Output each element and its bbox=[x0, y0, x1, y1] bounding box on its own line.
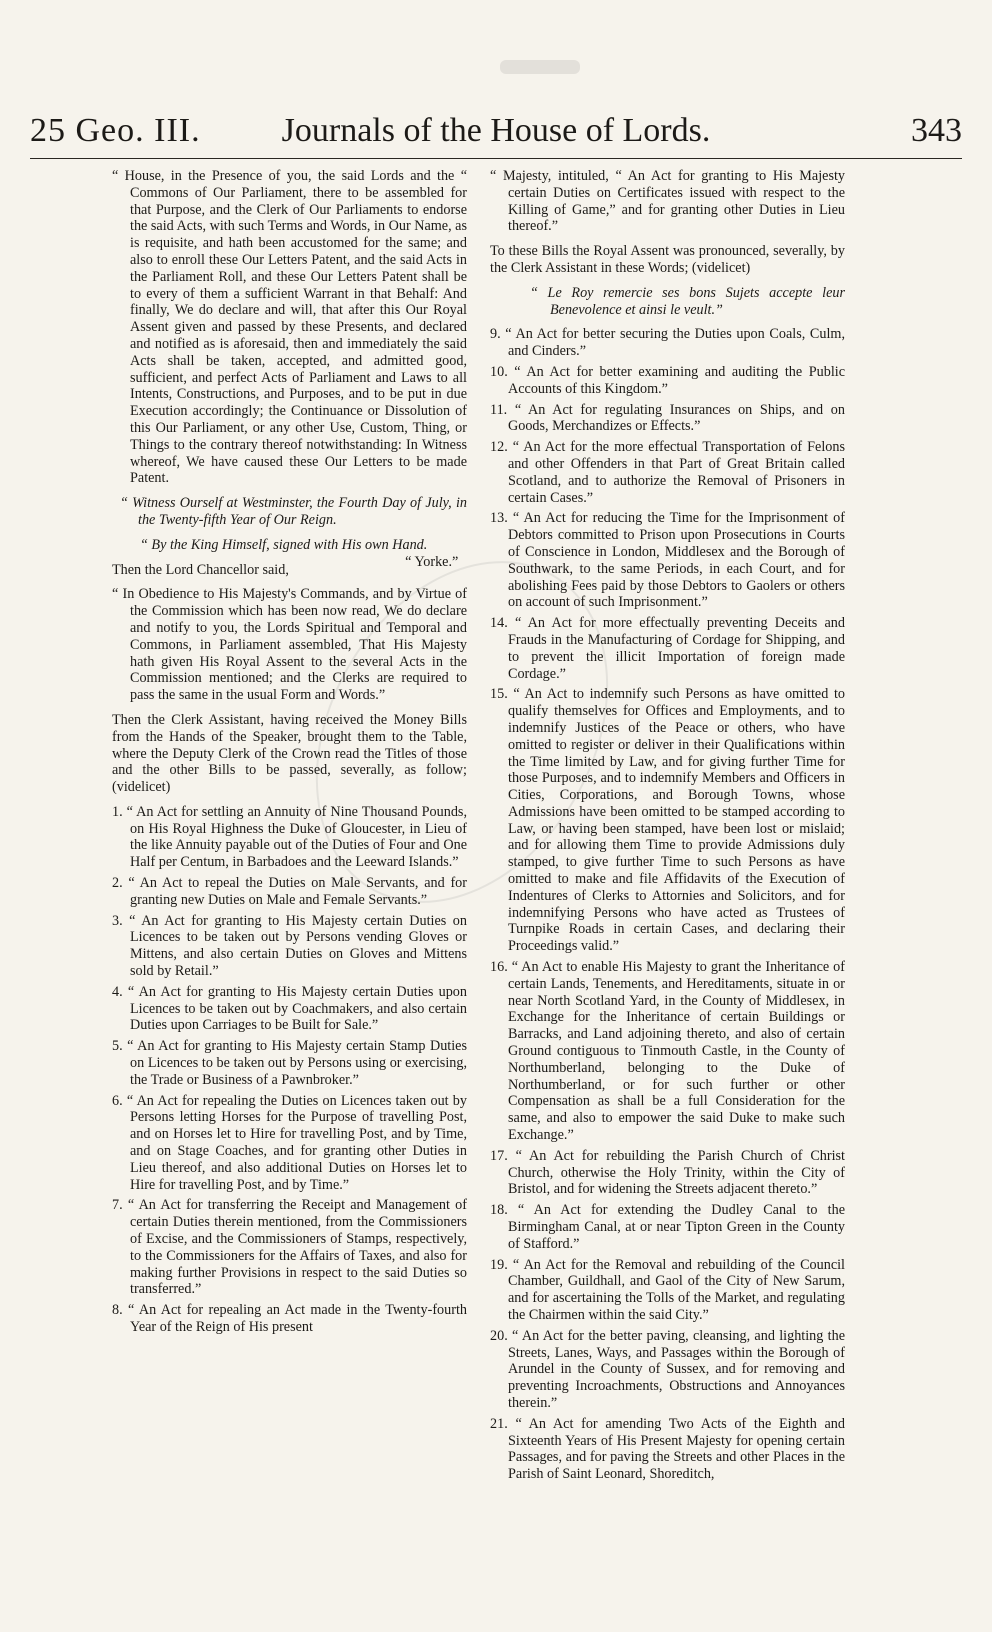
paragraph-text: 15. “ An Act to indemnify such Persons as have omitted to qualify themselves for Offices and Employments, and to indemnify Justices of the Peace or others, who have omitted to register or deliver in their Qualifications within the Time limited by Law, and for giving further Time for those Purposes, and to indemnify Members and Officers in Cities, Corporations, and Borough Towns, whose Admissions have been omitted to be stamped according to Law, or having been stamped, have been lost or mislaid; and for allowing them Time to provide Admissions duly stamped, to give further Time to such Persons as have omitted to make and file Affidavits of the Execution of Indentures of Clerks to Attornies and Solicitors, and for indemnifying Persons who have acted as Trustees of Turnpike Roads in certain Cases, and declaring their Proceedings valid.” bbox=[490, 686, 845, 955]
ink-smudge bbox=[500, 60, 580, 74]
paragraph-text: “ Le Roy remercie ses bons Sujets accepte leur Benevolence et ainsi le veult.” bbox=[530, 284, 845, 318]
act-title-item bbox=[490, 510, 845, 611]
paragraph-text: 7. “ An Act for transferring the Receipt and Management of certain Duties therein mentioned, from the Commissioners of Excise, and the Commissioners of Stamps, respectively, to the Commissioners for the Affairs of Taxes, and also for making further Provisions in respect to the said Duties so transferred.” bbox=[112, 1197, 467, 1298]
paragraph-text: 16. “ An Act to enable His Majesty to grant the Inheritance of certain Lands, Tenements, and Hereditaments, situate in or near North Scotland Yard, in the County of Middlesex, in Exchange for the Inheritance of certain Buildings or Barracks, and Land adjoining thereto, and also of certain Ground contiguous to Tinmouth Castle, in the County of Northumberland, belonging to the Duke of Northumberland, or for such further or other Compensation as shall be a full Consideration for the same, and also to empower the said Duke to make such Exchange.” bbox=[490, 959, 845, 1144]
paragraph-text: “ Majesty, intituled, “ An Act for granting to His Majesty certain Duties on Certificates issued with respect to the Killing of Game,” and for granting other Duties in Lieu thereof.” bbox=[490, 168, 845, 235]
running-title: Journals of the House of Lords. bbox=[281, 112, 711, 149]
act-title-item bbox=[490, 615, 845, 682]
paragraph-text: “ By the King Himself, signed with His own Hand. bbox=[140, 536, 428, 553]
paragraph-text: “ House, in the Presence of you, the said Lords and the “ Commons of Our Parliament, there to be assembled for that Purpose, and the Clerk of Our Parliaments to endorse the said Acts, with such Terms and Words, in Our Name, as is requisite, and hath been accustomed for the same; and also to enroll these Our Letters Patent, and the said Acts in the Parliament Roll, and these Our Letters Patent shall be to every of them a sufficient Warrant in that Behalf: And finally, We do declare and will, that after this Our Royal Assent given and passed by these Presents, and declared and notified as is aforesaid, then and immediately the said Acts shall be taken, accepted, and admitted good, sufficient, and perfect Acts of Parliament and Laws to all Intents, Constructions, and Purposes, and to be put in due Execution accordingly; the Continuance or Dissolution of this Our Parliament, or any other Use, Custom, Thing, or Things to the contrary thereof notwithstanding: In Witness whereof, We have caused these Our Letters to be made Patent. bbox=[112, 168, 467, 487]
paragraph-text: 11. “ An Act for regulating Insurances on Ships, and on Goods, Merchandizes or Effects.” bbox=[490, 401, 845, 435]
act-title-item bbox=[490, 364, 845, 398]
act-title-item bbox=[490, 686, 845, 955]
paragraph-text: Then the Clerk Assistant, having received the Money Bills from the Hands of the Speaker, brought them to the Table, where the Deputy Clerk of the Crown read the Titles of those and the other Bills to be passed, severally, as follow; (videlicet) bbox=[112, 711, 467, 796]
act-title-item bbox=[490, 1257, 845, 1324]
paragraph-text: “ Witness Ourself at Westminster, the Fourth Day of July, in the Twenty-fifth Year of Our Reign. bbox=[120, 495, 467, 528]
paragraph-text: 18. “ An Act for extending the Dudley Canal to the Birmingham Canal, at or near Tipton Green in the County of Stafford.” bbox=[490, 1202, 845, 1252]
act-title-item bbox=[490, 439, 845, 506]
paragraph-text: 17. “ An Act for rebuilding the Parish Church of Christ Church, otherwise the Holy Trinity, within the City of Bristol, and for widening the Streets adjacent thereto.” bbox=[490, 1147, 845, 1198]
left-column bbox=[112, 168, 467, 1340]
act-title-item bbox=[112, 804, 467, 871]
paragraph-text: 6. “ An Act for repealing the Duties on Licences taken out by Persons letting Horses for the Purpose of travelling Post, and on Horses let to Hire for travelling Post, and by Time, and on Stage Coaches, and for granting other Duties in Lieu thereof, and also additional Duties on Horses let to Hire for travelling Post, and by Time.” bbox=[112, 1092, 467, 1193]
regnal-year: 25 Geo. III. bbox=[30, 112, 201, 149]
paragraph-text: 12. “ An Act for the more effectual Transportation of Felons and other Offenders in that Part of Great Britain called Scotland, and to authorize the Removal of Prisoners in certain Cases.” bbox=[490, 439, 845, 506]
act-title-item bbox=[112, 1197, 467, 1298]
paragraph-text: 3. “ An Act for granting to His Majesty certain Duties on Licences to be taken out by Persons vending Gloves or Mittens, and also certain Duties on Gloves and Mittens sold by Retail.” bbox=[112, 912, 467, 980]
act-title-item bbox=[112, 984, 467, 1034]
signature: “ Yorke.” bbox=[405, 553, 459, 570]
text-paragraph bbox=[112, 495, 467, 529]
right-column bbox=[490, 168, 845, 1487]
page-header bbox=[30, 112, 962, 159]
text-paragraph bbox=[490, 168, 845, 235]
act-title-item bbox=[490, 1148, 845, 1198]
act-title-item bbox=[490, 1416, 845, 1483]
paragraph-text: 5. “ An Act for granting to His Majesty certain Stamp Duties on Licences to be taken out by Persons using or exercising, the Trade or Business of a Pawnbroker.” bbox=[112, 1038, 467, 1088]
paragraph-text: “ In Obedience to His Majesty's Commands, and by Virtue of the Commission which has been now read, We do declare and notify to you, the Lords Spiritual and Temporal and Commons, in Parliament assembled, That His Majesty hath given His Royal Assent to the several Acts in the Commission mentioned; and the Clerks are required to pass the same in the usual Form and Words.” bbox=[112, 586, 467, 704]
text-paragraph bbox=[112, 586, 467, 704]
paragraph-text: 9. “ An Act for better securing the Duties upon Coals, Culm, and Cinders.” bbox=[490, 326, 845, 360]
text-paragraph bbox=[490, 285, 845, 319]
act-title-item bbox=[490, 326, 845, 360]
paragraph-text: Then the Lord Chancellor said, bbox=[112, 561, 289, 578]
text-paragraph bbox=[112, 168, 467, 487]
page-number: 343 bbox=[911, 112, 962, 149]
paragraph-text: 21. “ An Act for amending Two Acts of the Eighth and Sixteenth Years of His Present Majesty for opening certain Passages, and for paving the Streets and other Places in the Parish of Saint Leonard, Shoreditch, bbox=[490, 1415, 845, 1483]
paragraph-text: 13. “ An Act for reducing the Time for the Imprisonment of Debtors committed to Prison upon Prosecutions in Courts of Conscience in London, Middlesex and the Borough of Southwark, to the same Periods, in each Court, and for abolishing Fees paid by those Debtors to Gaolers or others on account of such Imprisonment.” bbox=[490, 510, 845, 611]
act-title-item bbox=[112, 875, 467, 909]
act-title-item bbox=[490, 1328, 845, 1412]
text-paragraph bbox=[490, 243, 845, 277]
paragraph-text: 14. “ An Act for more effectually preventing Deceits and Frauds in the Manufacturing of Cordage for Shipping, and to prevent the illicit Importation of foreign made Cordage.” bbox=[490, 615, 845, 682]
paragraph-text: 2. “ An Act to repeal the Duties on Male Servants, and for granting new Duties on Male and Female Servants.” bbox=[112, 875, 467, 908]
act-title-item bbox=[112, 1302, 467, 1336]
act-title-item bbox=[112, 1038, 467, 1088]
act-title-item bbox=[490, 1202, 845, 1252]
paragraph-text: 20. “ An Act for the better paving, cleansing, and lighting the Streets, Lanes, Ways, and Passages within the Borough of Arundel in the County of Sussex, and for removing and preventing Incroachments, Obstructions and Annoyances therein.” bbox=[490, 1327, 845, 1411]
paragraph-text: 1. “ An Act for settling an Annuity of Nine Thousand Pounds, on His Royal Highness the Duke of Gloucester, in Lieu of the like Annuity payable out of the Duties of Four and One Half per Centum, in Barbadoes and the Leeward Islands.” bbox=[112, 803, 467, 871]
paragraph-text: 4. “ An Act for granting to His Majesty certain Duties upon Licences to be taken out by Coachmakers, and also certain Duties upon Carriages to be Built for Sale.” bbox=[112, 983, 467, 1034]
act-title-item bbox=[490, 402, 845, 436]
act-title-item bbox=[112, 913, 467, 980]
paragraph-text: To these Bills the Royal Assent was pronounced, severally, by the Clerk Assistant in these Words; (videlicet) bbox=[490, 243, 845, 276]
paragraph-text: 10. “ An Act for better examining and auditing the Public Accounts of this Kingdom.” bbox=[490, 363, 845, 397]
act-title-item bbox=[490, 959, 845, 1144]
act-title-item bbox=[112, 1093, 467, 1194]
text-paragraph bbox=[112, 712, 467, 796]
paragraph-text: 19. “ An Act for the Removal and rebuilding of the Council Chamber, Guildhall, and Gaol of the City of New Sarum, and for ascertaining the Tolls of the Market, and regulating the Chairmen within the said City.” bbox=[490, 1256, 845, 1323]
paragraph-text: 8. “ An Act for repealing an Act made in the Twenty-fourth Year of the Reign of His present bbox=[112, 1302, 467, 1335]
